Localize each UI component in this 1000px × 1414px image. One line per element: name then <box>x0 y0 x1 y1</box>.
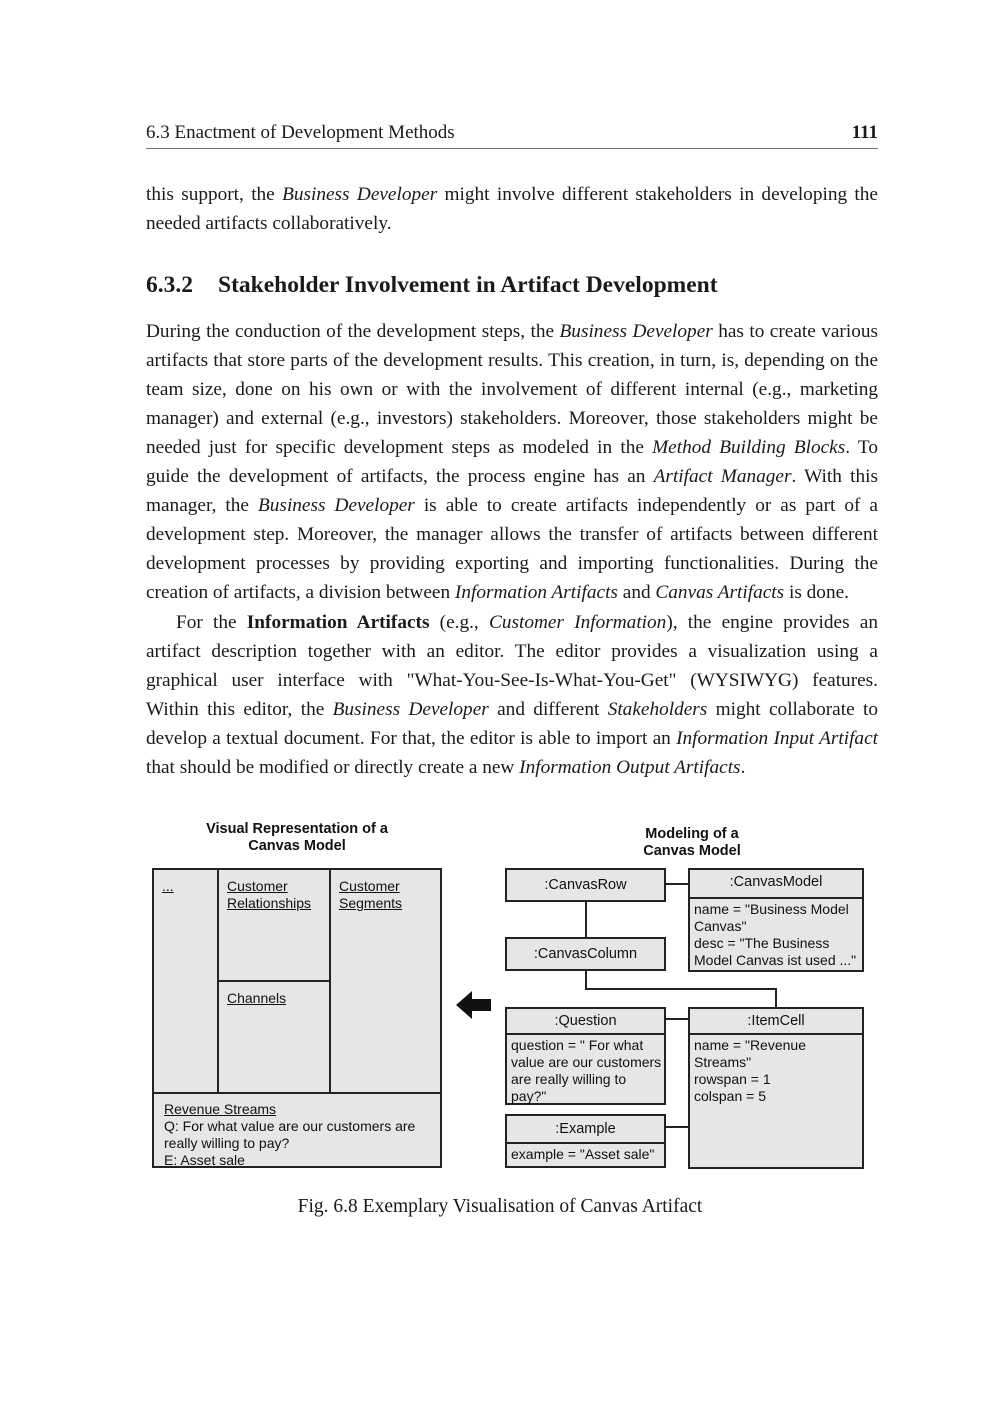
canvas-divider <box>217 980 331 982</box>
left-arrow-icon <box>456 990 492 1020</box>
body-paragraph-2: For the Information Artifacts (e.g., Customer Information), the engine provides an artifact description together with an editor. The editor provides a visualization using a graphical user interface with "What-You-See-Is-What-You-Get" (WYSIWYG) features. Within this editor, the Business Developer and different Stakeholders might collaborate to develop a textual document. For that, the editor is able to import an Information Input Artifact that should be modified or directly create a new Information Output Artifacts. <box>146 612 879 778</box>
canvas-model-title: Modeling of a Canvas Model <box>643 826 741 859</box>
connector-line <box>585 970 587 989</box>
connector-line <box>665 1018 690 1020</box>
canvas-model-box: :CanvasModel name = "Business Model Canvas" desc = "The Business Model Canvas ist used ..." <box>688 868 864 972</box>
canvas-cell-customer-segments: Customer Segments <box>339 878 403 911</box>
section-title: Stakeholder Involvement in Artifact Development <box>218 272 718 298</box>
canvas-visual <box>152 868 442 1168</box>
canvas-cell-ellipsis: ... <box>162 878 174 894</box>
canvas-column-box: :CanvasColumn <box>505 937 666 971</box>
connector-line <box>665 1126 690 1128</box>
canvas-row-box: :CanvasRow <box>505 868 666 902</box>
canvas-divider <box>217 870 219 1094</box>
example-box: :Example example = "Asset sale" <box>505 1114 666 1168</box>
question-box: :Question question = " For what value are our customers are really willing to pay?" <box>505 1007 666 1105</box>
figure-caption: Fig. 6.8 Exemplary Visualisation of Canvas Artifact <box>297 1196 703 1217</box>
body-paragraph-1: During the conduction of the development steps, the Business Developer has to create various artifacts that store parts of the development results. This creation, in turn, is, depending on the team size, done on his own or with the involvement of different internal (e.g., marketing manager) and external (e.g., investors) stakeholders. Moreover, those stakeholders might be needed just for specific development steps as modeled in the Method Building Blocks. To guide the development of artifacts, the process engine has an Artifact Manager. With this manager, the Business Developer is able to create artifacts independently or as part of a development step. Moreover, the manager allows the transfer of artifacts between different development processes by providing exporting and importing functionalities. During the creation of artifacts, a division between Information Artifacts and Canvas Artifacts is done. <box>146 321 878 603</box>
canvas-cell-revenue-streams: Revenue Streams Q: For what value are our customers are really willing to pay? E: Asset sale <box>164 1101 416 1168</box>
canvas-divider <box>329 870 331 1094</box>
connector-line <box>585 901 587 938</box>
canvas-divider <box>154 1092 440 1094</box>
canvas-visual-title: Visual Representation of a Canvas Model <box>206 821 388 854</box>
header-section-title: 6.3 Enactment of Development Methods <box>146 122 455 143</box>
section-number: 6.3.2 <box>146 272 193 298</box>
connector-line <box>775 988 777 1008</box>
page-number: 111 <box>851 122 878 143</box>
intro-paragraph: this support, the Business Developer might involve different stakeholders in developing the needed artifacts collaboratively. <box>146 184 878 234</box>
canvas-cell-customer-relationships: Customer Relationships <box>227 878 312 911</box>
item-cell-box: :ItemCell name = "Revenue Streams" rowspan = 1 colspan = 5 <box>688 1007 864 1169</box>
connector-line <box>665 883 690 885</box>
connector-line <box>585 988 777 990</box>
canvas-cell-channels: Channels <box>227 990 287 1006</box>
